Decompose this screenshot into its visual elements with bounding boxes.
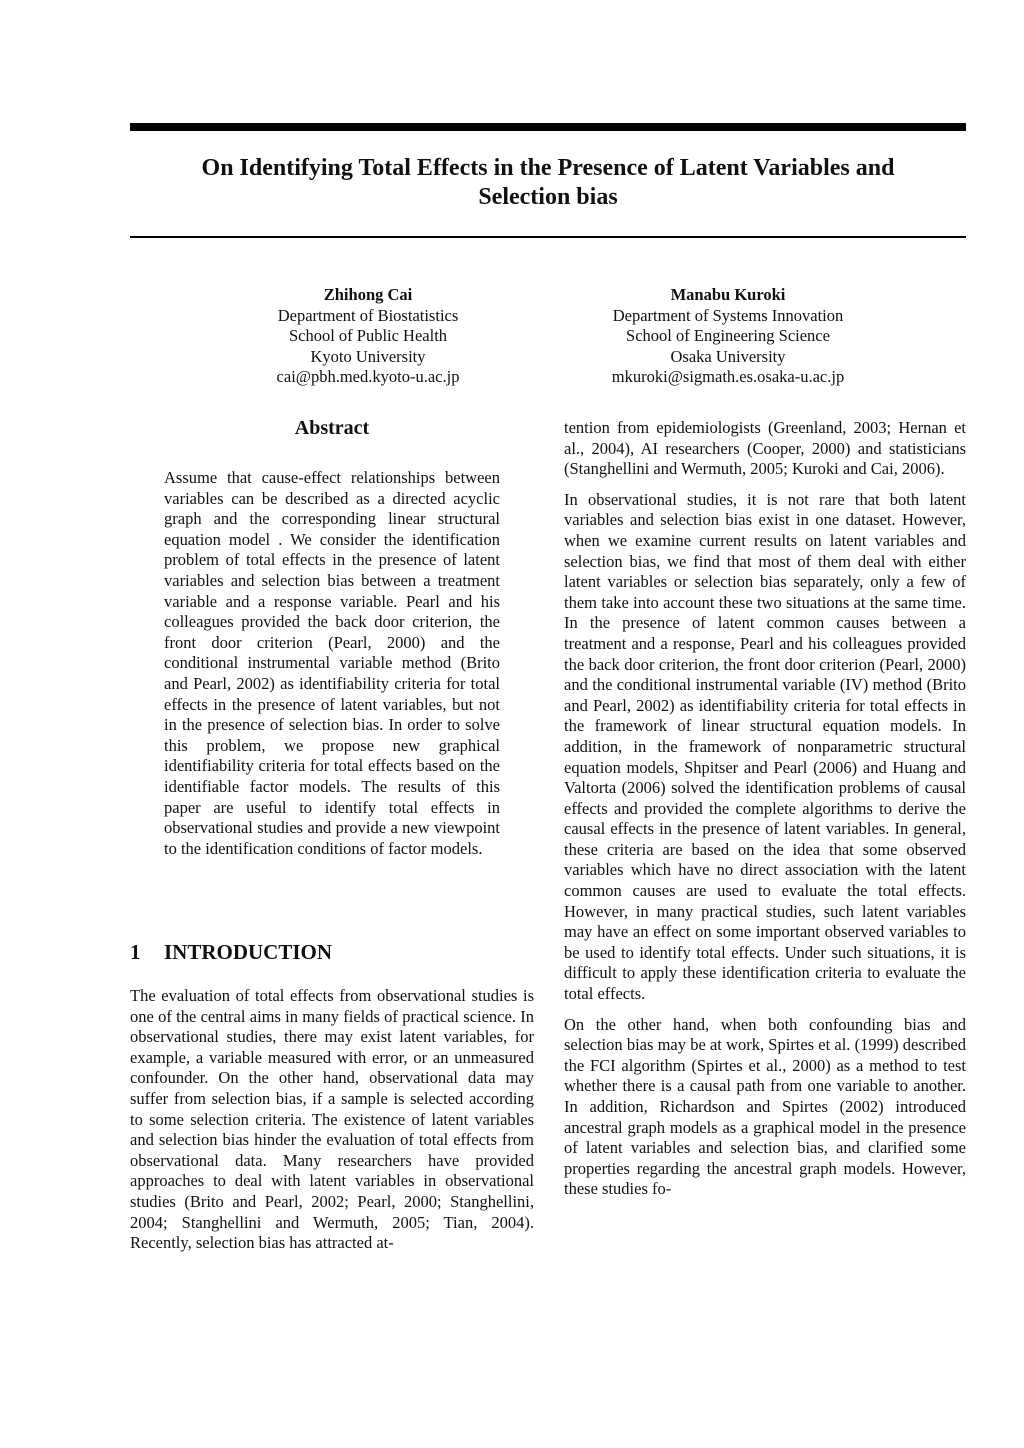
- paper-title-line-1: On Identifying Total Effects in the Presence of Latent Variables and: [201, 155, 895, 181]
- author-school: School of Engineering Science: [626, 326, 830, 345]
- abstract-text: Assume that cause-effect relationships between variables can be described as a directed acyclic graph and the corresponding linear structural equation model . We consider the identification problem of total effects in the presence of latent variables and selection bias between a treatment variable and a response variable. Pearl and his colleagues provided the back door criterion, the front door criterion (Pearl, 2000) and the conditional instrumental variable method (Brito and Pearl, 2002) as identifiability criteria for total effects in the presence of latent variables, but not in the presence of selection bias. In order to solve this problem, we propose new graphical identifiability criteria for total effects based on the identifiable factor models. The results of this paper are useful to identify total effects in observational studies and provide a new viewpoint to the identification conditions of factor models.: [164, 468, 500, 858]
- author-department: Department of Systems Innovation: [612, 305, 844, 325]
- paper-title-line-2: Selection bias: [478, 184, 618, 210]
- author-university: Kyoto University: [310, 346, 426, 366]
- body-paragraph: tention from epidemiologists (Greenland, 2003; Hernan et al., 2004), AI researchers (Cooper, 2000) and statisticians (Stanghellini and Wermuth, 2005; Kuroki and Cai, 2006).: [564, 418, 966, 479]
- author-name: Manabu Kuroki: [670, 285, 786, 304]
- section-title: INTRODUCTION: [164, 940, 333, 964]
- author-email: mkuroki@sigmath.es.osaka-u.ac.jp: [611, 367, 845, 386]
- author-block-2: [578, 285, 878, 388]
- abstract-heading: Abstract: [294, 417, 370, 439]
- title-rule-bottom: [130, 236, 966, 238]
- title-rule-top: [130, 123, 966, 131]
- section-number: 1: [130, 940, 141, 964]
- author-school: School of Public Health: [288, 326, 448, 345]
- introduction-left-column: [130, 986, 534, 1254]
- right-column: [564, 418, 966, 1210]
- author-name: Zhihong Cai: [323, 285, 413, 304]
- author-email: cai@pbh.med.kyoto-u.ac.jp: [276, 367, 460, 386]
- abstract-body: [164, 468, 500, 859]
- body-paragraph: The evaluation of total effects from observational studies is one of the central aims in many fields of practical science. In observational studies, there may exist latent variables, for example, a variable measured with error, or an unmeasured confounder. On the other hand, observational data may suffer from selection bias, if a sample is selected according to some selection criteria. The existence of latent variables and selection bias hinder the evaluation of total effects from observational data. Many researchers have provided approaches to deal with latent variables in observational studies (Brito and Pearl, 2002; Pearl, 2000; Stanghellini, 2004; Stanghellini and Wermuth, 2005; Tian, 2004). Recently, selection bias has attracted at-: [130, 986, 534, 1253]
- paper-title: [130, 154, 966, 212]
- section-heading-introduction: [130, 939, 534, 965]
- author-university: Osaka University: [670, 346, 786, 366]
- body-paragraph: On the other hand, when both confounding bias and selection bias may be at work, Spirtes et al. (1999) described the FCI algorithm (Spirtes et al., 2000) as a method to test whether there is a causal path from one variable to another. In addition, Richardson and Spirtes (2002) introduced ancestral graph models as a graphical model in the presence of latent variables and selection bias, and clarified some properties regarding the ancestral graph models. However, these studies fo-: [564, 1014, 966, 1199]
- author-block-1: [218, 285, 518, 388]
- author-department: Department of Biostatistics: [277, 305, 459, 325]
- body-paragraph: In observational studies, it is not rare that both latent variables and selection bias exist in one dataset. However, when we examine current results on latent variables and selection bias, we find that most of them deal with either latent variables or selection bias separately, only a few of them take into account these two situations at the same time. In the presence of latent common causes between a treatment and a response, Pearl and his colleagues provided the back door criterion, the front door criterion (Pearl, 2000) and the conditional instrumental variable (IV) method (Brito and Pearl, 2002) as identifiability criteria for total effects in the framework of linear structural equation models. In addition, in the framework of nonparametric structural equation models, Shpitser and Pearl (2006) and Huang and Valtorta (2006) solved the identification problems of causal effects and provided the complete algorithms to derive the causal effects in the presence of latent variables. In general, these criteria are based on the idea that some observed variables which have no direct association with the latent common causes are used to evaluate the total effects. However, in many practical studies, such latent variables may have an effect on some important observed variables to be used to identify total effects. Under such situations, it is difficult to apply these identification criteria to evaluate the total effects.: [564, 489, 966, 1004]
